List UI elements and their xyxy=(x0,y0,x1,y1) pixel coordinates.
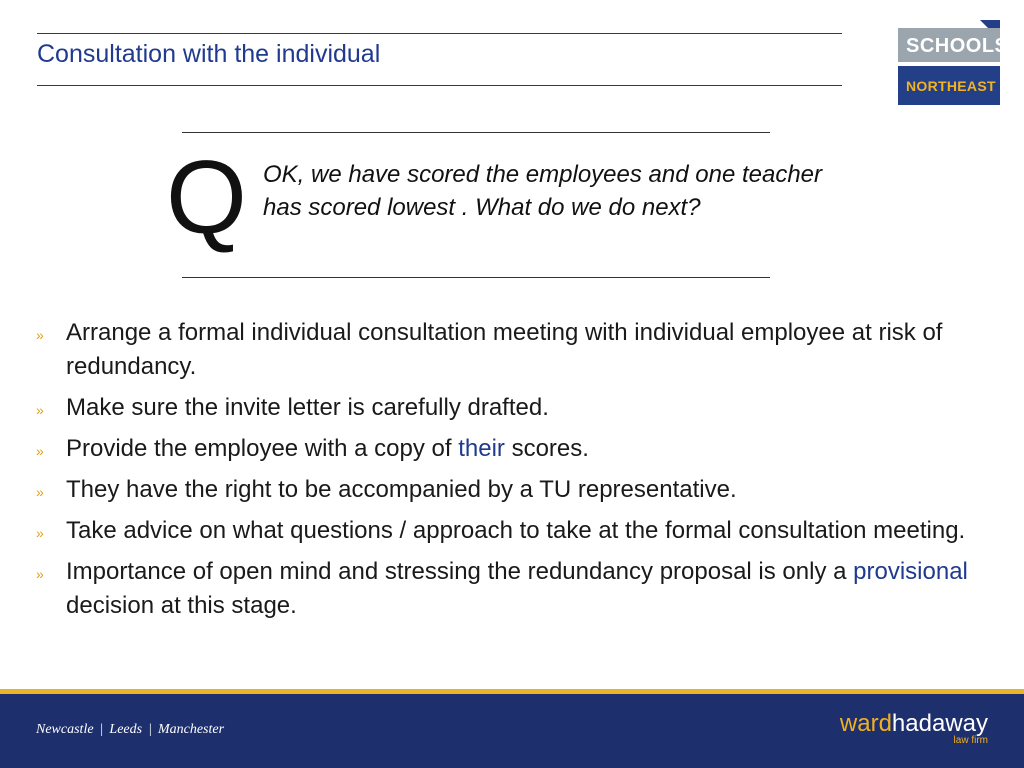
brand-wordmark xyxy=(840,712,988,736)
bullet-list xyxy=(36,316,1006,630)
footer-separator: | xyxy=(148,722,152,737)
schools-northeast-logo xyxy=(898,20,1009,105)
question-rule-bottom xyxy=(182,277,770,278)
logo-line1: SCHOOLS xyxy=(898,28,1000,62)
footer-locations xyxy=(36,722,224,738)
footer-city: Newcastle xyxy=(36,722,94,737)
bullet-marker-icon: » xyxy=(36,525,44,541)
wardhadaway-logo xyxy=(840,712,988,746)
bullet-item xyxy=(36,555,1006,623)
brand-subtitle: law firm xyxy=(953,735,988,746)
logo-line2: NORTHEAST xyxy=(898,66,1000,105)
bullet-text: decision at this stage. xyxy=(66,592,297,619)
bullet-highlight: their xyxy=(458,435,505,462)
bullet-text: scores. xyxy=(504,435,589,462)
brand-hadaway: hadaway xyxy=(891,710,988,737)
question-rule-top xyxy=(182,132,770,133)
question-letter: Q xyxy=(166,140,247,256)
bullet-item xyxy=(36,391,1006,425)
footer-city: Manchester xyxy=(157,722,225,737)
bullet-text: Importance of open mind and stressing the redundancy proposal is only a xyxy=(66,558,854,585)
slide-title: Consultation with the individual xyxy=(37,40,381,68)
bullet-item xyxy=(36,473,1006,507)
bullet-item xyxy=(36,514,1006,548)
bullet-text: Take advice on what questions / approach to take at the formal consultation meeting. xyxy=(66,517,966,544)
bullet-text: Make sure the invite letter is carefully drafted. xyxy=(66,394,549,421)
bullet-marker-icon: » xyxy=(36,327,44,343)
bullet-marker-icon: » xyxy=(36,402,44,418)
bullet-marker-icon: » xyxy=(36,484,44,500)
brand-ward: ward xyxy=(839,710,892,737)
footer-city: Leeds xyxy=(109,722,143,737)
bullet-highlight: provisional xyxy=(853,558,968,585)
title-rule-bottom xyxy=(37,85,842,86)
footer-bar xyxy=(0,694,1024,768)
bullet-item xyxy=(36,316,1006,384)
footer-separator: | xyxy=(99,722,104,737)
title-rule-top xyxy=(37,33,842,34)
bullet-text: Provide the employee with a copy of xyxy=(66,435,459,462)
bullet-marker-icon: » xyxy=(36,566,44,582)
bullet-text: They have the right to be accompanied by a TU representative. xyxy=(66,476,737,503)
bullet-marker-icon: » xyxy=(36,443,44,459)
bullet-item xyxy=(36,432,1006,466)
bullet-text: Arrange a formal individual consultation meeting with individual employee at risk of redundancy. xyxy=(66,319,943,380)
question-text: OK, we have scored the employees and one teacher has scored lowest . What do we do next? xyxy=(263,161,823,221)
